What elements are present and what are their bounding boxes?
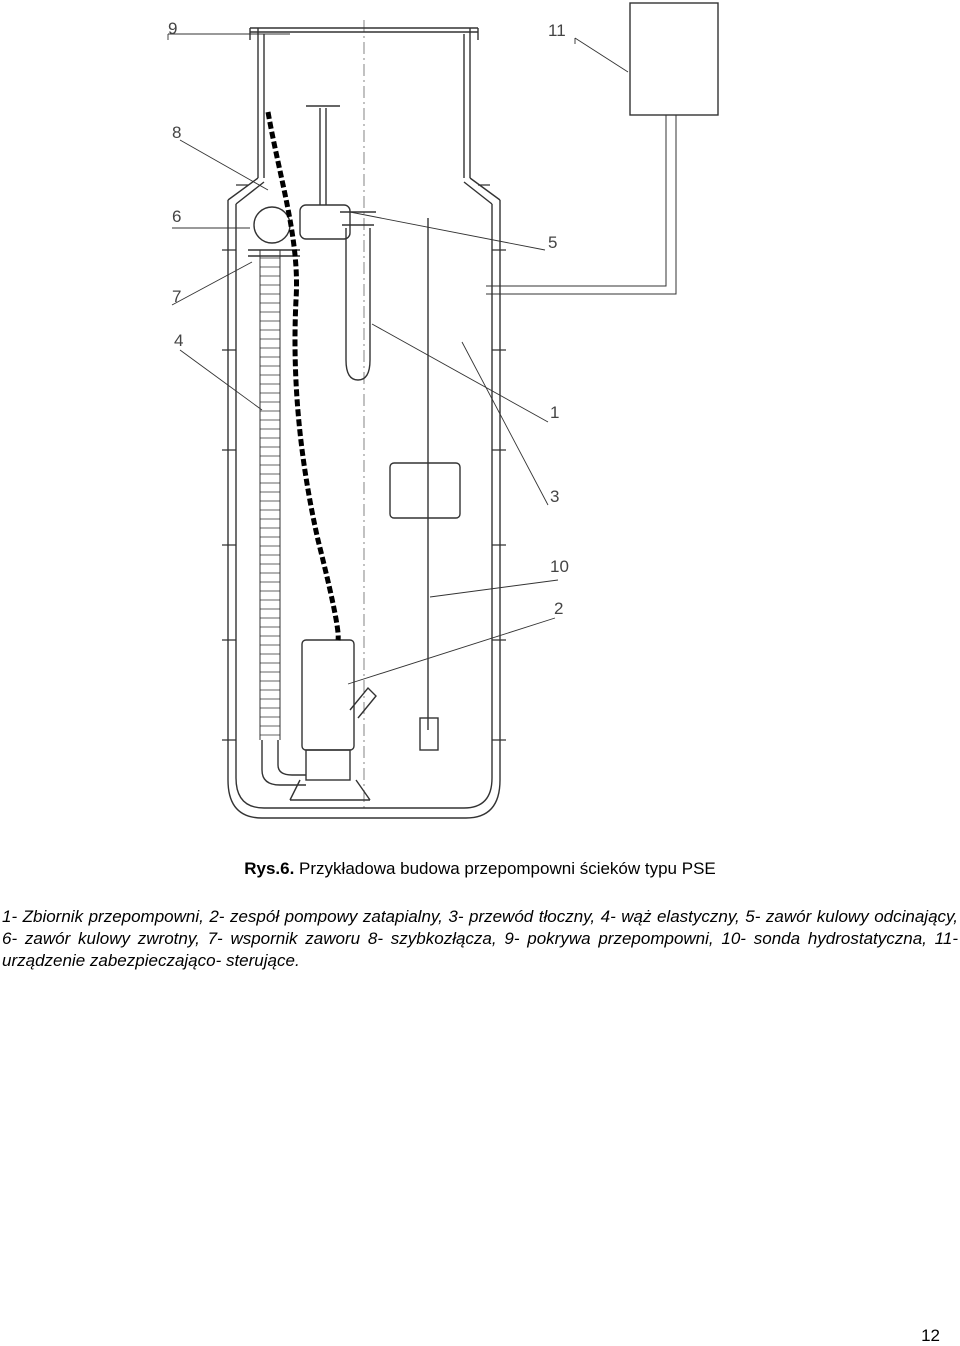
ball-valve [300, 205, 350, 239]
callout-4: 4 [174, 331, 184, 350]
page-number: 12 [921, 1326, 940, 1345]
valve-spindle [306, 106, 340, 205]
callout-8: 8 [172, 123, 182, 142]
leader-lines [168, 34, 628, 684]
callout-7: 7 [172, 287, 182, 306]
callout-5: 5 [548, 233, 558, 252]
control-cable [486, 115, 676, 294]
discharge-pipe [346, 228, 370, 380]
check-valve [254, 207, 290, 243]
callout-1: 1 [550, 403, 560, 422]
figure-title: Przykładowa budowa przepompowni ścieków typu PSE [299, 859, 716, 878]
float-switch [390, 463, 460, 518]
callout-11: 11 [548, 21, 566, 40]
hose-rungs [260, 258, 280, 735]
figure-legend: 1- Zbiornik przepompowni, 2- zespół pompowy zatapialny, 3- przewód tłoczny, 4- wąż elastyczny, 5- zawór kulowy odcinający, 6- zawór kulowy zwrotny, 7- wspornik zaworu 8- szybkozłącza, 9- pokrywa przepompowni, 10- sonda hydrostatyczna, 11- urządzenie zabezpieczająco- sterujące. [2, 907, 958, 970]
flexible-hose-ladder [260, 250, 280, 740]
figure-caption [0, 858, 960, 880]
callout-2: 2 [554, 599, 564, 618]
control-box [630, 3, 718, 115]
callout-6: 6 [172, 207, 182, 226]
callout-9: 9 [168, 19, 178, 38]
callout-10: 10 [550, 557, 569, 576]
figure-id: Rys.6. [244, 859, 295, 878]
pump-body [302, 640, 354, 750]
hydrostatic-probe [420, 718, 438, 750]
flexible-hose [268, 112, 338, 640]
pump-outlet-bend [262, 740, 306, 785]
callout-3: 3 [550, 487, 560, 506]
